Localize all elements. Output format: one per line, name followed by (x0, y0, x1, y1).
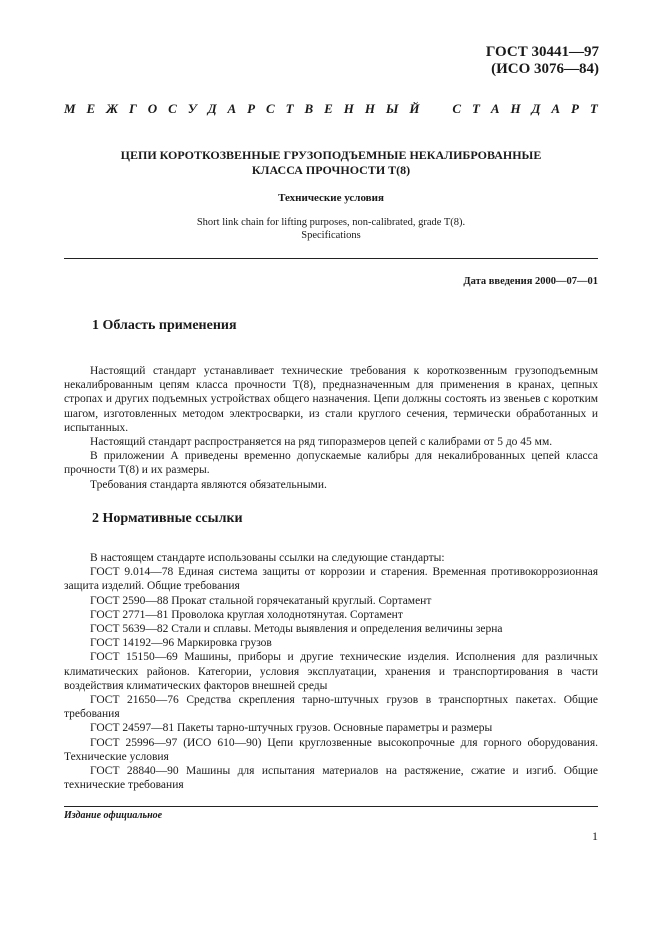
paragraph: ГОСТ 14192—96 Маркировка грузов (90, 637, 272, 650)
interstate-standard-banner (64, 101, 598, 117)
banner-letter: Ы (385, 101, 399, 116)
paragraph: В приложении А приведены временно допускаемые калибры для некалиброванных цепей класса прочности Т(8) и их размеры. (64, 450, 598, 477)
paragraph: ГОСТ 24597—81 Пакеты тарно-штучных грузов. Основные параметры и размеры (90, 722, 493, 735)
banner-letter: Д (207, 101, 217, 116)
banner-letter: А (490, 101, 500, 116)
english-title (64, 216, 598, 242)
banner-letter: М (64, 101, 76, 116)
paragraph: Требования стандарта являются обязательными. (90, 478, 327, 491)
banner-letter: В (304, 101, 314, 116)
page-number: 1 (592, 829, 598, 843)
document-title (64, 148, 598, 178)
english-title-line-2: Specifications (301, 230, 361, 241)
banner-letter: А (227, 101, 237, 116)
banner-letter: Т (471, 101, 480, 116)
banner-letter: Т (285, 101, 294, 116)
banner-letter: У (187, 101, 197, 116)
section-1-heading: 1 Область применения (92, 318, 237, 333)
title-line-1: ЦЕПИ КОРОТКОЗВЕННЫЕ ГРУЗОПОДЪЕМНЫЕ НЕКАЛИБРОВАННЫЕ (120, 148, 542, 162)
paragraph: ГОСТ 25996—97 (ИСО 610—90) Цепи круглозвенные высокопрочные для горного оборудования. Технические условия (64, 736, 598, 763)
paragraph: ГОСТ 2590—88 Прокат стальной горячекатаный круглый. Сортамент (90, 594, 432, 607)
section-2-heading: 2 Нормативные ссылки (92, 511, 243, 526)
banner-letter: Д (531, 101, 541, 116)
paragraph: В настоящем стандарте использованы ссылки на следующие стандарты: (90, 552, 445, 564)
paragraph: ГОСТ 21650—76 Средства скрепления тарно-штучных грузов в транспортных пакетах. Общие требования (64, 694, 598, 721)
paragraph: ГОСТ 2771—81 Проволока круглая холоднотянутая. Сортамент (90, 608, 403, 621)
banner-letter: Р (247, 101, 256, 116)
banner-letter: Н (343, 101, 354, 116)
banner-letter: Ж (106, 101, 119, 116)
paragraph: ГОСТ 9.014—78 Единая система защиты от коррозии и старения. Временная противокоррозионная защита изделий. Общие требования (64, 566, 598, 593)
banner-letter: О (147, 101, 158, 116)
banner-letter: Г (128, 101, 137, 116)
standard-code (486, 44, 599, 78)
banner-letter: С (168, 101, 177, 116)
title-line-2: КЛАССА ПРОЧНОСТИ Т(8) (251, 163, 411, 177)
paragraph: Настоящий стандарт устанавливает технические требования к короткозвенным грузоподъемным некалиброванным цепям класса прочности Т(8), предназначенным для применения в кранах, цепных стропах и других подъемных устройствах общего назначения. Цепи должны состоять из звеньев с коротким шагом, изготовленных методом электросварки, из стали круглого сечения, термически обработанных и испытанных. (64, 365, 598, 434)
banner-letter: Е (324, 101, 333, 116)
introduction-date: Дата введения 2000—07—01 (463, 276, 598, 287)
paragraph: Настоящий стандарт распространяется на ряд типоразмеров цепей с калибрами от 5 до 45 мм. (90, 436, 553, 449)
footer-divider (64, 806, 598, 807)
official-edition-label: Издание официальное (64, 810, 163, 821)
paragraph: ГОСТ 28840—90 Машины для испытания материалов на растяжение, сжатие и изгиб. Общие технические требования (64, 765, 598, 792)
banner-letter: С (452, 101, 462, 116)
title-block (64, 148, 598, 242)
section-1-body (64, 364, 598, 492)
section-2-body (64, 551, 598, 792)
english-title-line-1: Short link chain for lifting purposes, non-calibrated, grade T(8). (196, 217, 466, 228)
standard-number: ГОСТ 30441—97 (485, 44, 599, 60)
banner-letter: С (266, 101, 275, 116)
banner-letter: Р (570, 101, 579, 116)
header-divider (64, 258, 598, 259)
banner-letter: Е (86, 101, 96, 116)
banner-letter: Н (364, 101, 375, 116)
banner-letter: Т (589, 101, 598, 116)
document-subtitle: Технические условия (278, 192, 384, 204)
iso-equivalent: (ИСО 3076—84) (491, 61, 599, 77)
banner-letter: Н (510, 101, 521, 116)
paragraph: ГОСТ 5639—82 Стали и сплавы. Методы выявления и определения величины зерна (90, 623, 503, 636)
banner-letter: А (551, 101, 561, 116)
paragraph: ГОСТ 15150—69 Машины, приборы и другие технические изделия. Исполнения для различных климатических районов. Категории, условия эксплуатации, хранения и транспортирования в части воздействия климатических факторов внешней среды (64, 651, 598, 692)
banner-letter: Й (409, 101, 420, 116)
